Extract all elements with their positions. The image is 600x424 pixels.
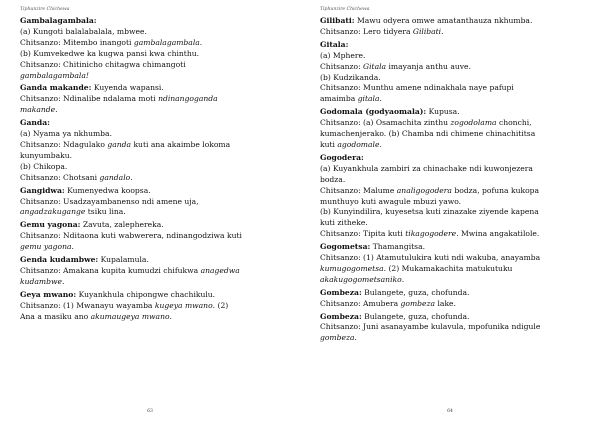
text-segment: Chitsanzo: Chotsani (20, 172, 100, 182)
text-segment: Chitsanzo: Tipita kuti (320, 229, 406, 239)
example-word: ganda (107, 139, 132, 149)
text-segment: . (354, 333, 357, 343)
text-segment: Chitsanzo: Malume (320, 185, 397, 195)
text-segment: . (71, 242, 74, 252)
dictionary-entry (320, 107, 586, 151)
text-segment: . (379, 94, 382, 104)
entry-line (20, 312, 288, 323)
entry-line (320, 322, 586, 333)
text-segment: bodza, pofuna kukopa (451, 185, 540, 195)
entry-line (20, 266, 288, 277)
text-segment: Chitsanzo: Munthu amene ndinakhala naye pafupi (320, 83, 514, 93)
text-segment: . (130, 172, 133, 182)
text-segment: imayanja anthu auve. (386, 61, 471, 71)
example-word: angadzakugange (20, 207, 86, 217)
entry-line (20, 129, 288, 140)
text-segment: Chitsanzo: Ndinalibe ndalama moti (20, 94, 159, 104)
headword: Gombeza: (320, 311, 362, 321)
entry-line (320, 118, 586, 129)
dictionary-entry (20, 16, 288, 81)
text-segment: (a) Kungoti balalabalala, mbwee. (20, 26, 147, 36)
headword: Geya mwano: (20, 289, 77, 299)
text-segment: Chitsanzo: (a) Osamachita zinthu (320, 118, 451, 128)
dictionary-entry (320, 40, 586, 105)
text-segment: . (441, 26, 444, 36)
entry-line (320, 27, 586, 38)
headword: Gangidwa: (20, 185, 65, 195)
entry-line (20, 94, 288, 105)
entry-headline (20, 186, 288, 197)
headword: Gambalagambala: (20, 16, 97, 25)
entry-line (320, 94, 586, 105)
text-segment: Chitsanzo: Mitembo inangoti (20, 37, 134, 47)
example-word: gombeza (400, 298, 436, 308)
text-segment: Chitsanzo: Nditaona kuti wabwerera, ndinangodziwa kuti (20, 231, 242, 241)
page-number: 63 (147, 409, 153, 414)
example-word: kudambwe (20, 276, 62, 286)
example-word: kumugogometsa (320, 263, 384, 273)
entry-line (320, 253, 586, 264)
example-word: gandalo (99, 172, 131, 182)
entry-line (20, 277, 288, 288)
text-segment: Chitsanzo: (320, 61, 364, 71)
headword: Gogodera: (320, 152, 364, 162)
dictionary-entry (320, 242, 586, 286)
text-segment: kuti zitheke. (320, 218, 368, 228)
definition: Bulangete, guza, chofunda. (361, 287, 470, 297)
text-segment: (b) Kumvekedwe ka kugwa pansi kwa chinthu. (20, 48, 200, 58)
example-word: gitala (357, 94, 380, 104)
text-segment: (a) Kuyankhula zambiri za chinachake ndi kuwonjezera (320, 163, 533, 173)
text-segment: . (379, 139, 382, 149)
text-segment: kuti (320, 139, 338, 149)
dictionary-entry (320, 153, 586, 240)
entry-line (320, 229, 586, 240)
entry-line (320, 164, 586, 175)
page-number: 64 (447, 409, 453, 414)
dictionary-entry (20, 220, 288, 253)
entry-line (320, 264, 586, 275)
example-word: akumaugeya mwano (90, 311, 170, 321)
headword: Gilibati: (320, 16, 355, 25)
text-segment: . (55, 105, 58, 115)
text-segment: (a) Mphere. (320, 50, 366, 60)
entry-line (20, 197, 288, 208)
text-segment: (b) Chikopa. (20, 161, 68, 171)
definition: Kupalamula. (98, 255, 149, 265)
headword: Godomala (godyaomala): (320, 107, 427, 117)
entry-line (320, 275, 586, 286)
headword: Ganda makande: (20, 83, 92, 93)
entry-line (320, 207, 586, 218)
example-word: makande (20, 105, 56, 115)
example-word: ndinangoganda (158, 94, 218, 104)
entry-line (20, 151, 288, 162)
headword: Gombeza: (320, 287, 362, 297)
entry-headline (20, 118, 288, 129)
definition: Kuyankhula chipongwe chachikulu. (76, 289, 216, 299)
entry-headline (20, 220, 288, 231)
text-segment: Chitsanzo: Chitinicho chitagwa chimangoti (20, 59, 186, 69)
entry-line (20, 162, 288, 173)
entry-headline (320, 288, 586, 299)
text-segment: . (401, 274, 405, 284)
text-segment: munthuyo kuti awagule mbuzi yawo. (320, 196, 462, 206)
right-page (300, 0, 600, 424)
text-segment: . (61, 276, 65, 286)
text-segment: tsiku lina. (85, 207, 126, 217)
headword: Gitala: (320, 39, 349, 49)
entry-line (320, 218, 586, 229)
text-segment: kuti ana akaimbe lokoma (131, 139, 231, 149)
text-segment: (b) Kudzikanda. (320, 72, 381, 82)
entry-line (20, 60, 288, 71)
dictionary-entry (320, 312, 586, 345)
text-segment: Chitsanzo: Amubera (320, 298, 401, 308)
dictionary-entry (320, 16, 586, 38)
entry-line (20, 105, 288, 116)
dictionary-entry (20, 118, 288, 183)
entry-line (20, 173, 288, 184)
definition: Mawu odyera omwe amatanthauza nkhumba. (354, 16, 533, 25)
page-header: Tiphunzire Chichewa (320, 7, 370, 12)
definition: Kumenyedwa koopsa. (64, 185, 151, 195)
text-segment: . (169, 311, 172, 321)
dictionary-entry (320, 288, 586, 310)
entry-line (320, 186, 586, 197)
entry-line (320, 62, 586, 73)
definition: Kupusa. (426, 107, 460, 117)
example-word: Gilibati (412, 26, 442, 36)
example-word: agodomale (337, 139, 380, 149)
entry-line (20, 27, 288, 38)
entry-headline (320, 242, 586, 253)
text-segment: (a) Nyama ya nkhumba. (20, 129, 112, 139)
text-segment: kumachenjerako. (b) Chamba ndi chimene chinachititsa (320, 129, 536, 139)
example-word: akakugogometsaniko (320, 274, 402, 284)
example-word: gambalagambala (133, 37, 200, 47)
entry-line (320, 197, 586, 208)
text-segment: chonchi, (496, 118, 532, 128)
entry-headline (20, 16, 288, 27)
definition: Bulangete, guza, chofunda. (361, 311, 470, 321)
entry-line (20, 207, 288, 218)
entry-line (20, 71, 288, 82)
entry-line (320, 73, 586, 84)
definition: Zavuta, zalephereka. (80, 220, 164, 230)
text-segment: Chitsanzo: Usadzayambanenso ndi amene uja, (20, 196, 199, 206)
entry-line (320, 51, 586, 62)
example-word: Gitala (363, 61, 387, 71)
text-segment: . (2) Mukamakachita matukutuku (383, 263, 513, 273)
text-segment: Chitsanzo: Juni asanayambe kulavula, mpofunika ndigule (320, 322, 541, 332)
text-segment: kunyumbaku. (20, 150, 73, 160)
entry-line (20, 301, 288, 312)
entry-line (20, 242, 288, 253)
entry-headline (20, 290, 288, 301)
entry-line (320, 175, 586, 186)
headword: Gemu yagona: (20, 220, 81, 230)
entry-line (20, 140, 288, 151)
example-word: tikagogodere (405, 229, 457, 239)
example-word: analigogodera (396, 185, 452, 195)
entry-list (320, 16, 586, 344)
entry-list (20, 16, 288, 322)
example-word: gombeza (320, 333, 355, 343)
entry-line (320, 129, 586, 140)
text-segment: Chitsanzo: Ndagulako (20, 139, 108, 149)
example-word: kugeya mwano (154, 300, 213, 310)
text-segment: lake. (435, 298, 456, 308)
text-segment: . (199, 37, 203, 47)
text-segment: Ana a masiku ano (20, 311, 91, 321)
dictionary-entry (20, 186, 288, 219)
text-segment: . Mwina angakatilole. (456, 229, 540, 239)
entry-line (320, 83, 586, 94)
entry-line (320, 299, 586, 310)
text-segment: . (2) (212, 300, 229, 310)
example-word: gemu yagona (20, 242, 72, 252)
dictionary-entry (20, 255, 288, 288)
entry-line (320, 140, 586, 151)
dictionary-entry (20, 290, 288, 323)
dictionary-entry (20, 83, 288, 116)
entry-headline (320, 40, 586, 51)
entry-line (320, 333, 586, 344)
definition: Kuyenda wapansi. (91, 83, 164, 93)
entry-headline (20, 255, 288, 266)
entry-line (20, 49, 288, 60)
text-segment: Chitsanzo: (1) Mwanayu wayamba (20, 300, 155, 310)
page-header: Tiphunzire Chichewa (20, 7, 70, 12)
entry-headline (320, 107, 586, 118)
headword: Gogometsa: (320, 242, 371, 252)
headword: Ganda: (20, 118, 50, 128)
text-segment: Chitsanzo: Lero tidyera (320, 26, 413, 36)
headword: Genda kudambwe: (20, 255, 99, 265)
entry-line (20, 231, 288, 242)
entry-headline (20, 83, 288, 94)
example-word: anagedwa (200, 265, 240, 275)
text-segment: amaimba (320, 94, 358, 104)
definition: Thamangitsa. (370, 242, 426, 252)
text-segment: bodza. (320, 174, 346, 184)
text-segment: (b) Kunyindilira, kuyesetsa kuti zinazake ziyende kapena (320, 207, 539, 217)
entry-headline (320, 16, 586, 27)
text-segment: Chitsanzo: Amakana kupita kumudzi chifukwa (20, 265, 201, 275)
entry-headline (320, 312, 586, 323)
example-word: gambalagambala! (20, 70, 89, 80)
text-segment: Chitsanzo: (1) Atamutulukira kuti ndi wakuba, anayamba (320, 253, 541, 263)
entry-line (20, 38, 288, 49)
entry-headline (320, 153, 586, 164)
example-word: zogodolama (450, 118, 497, 128)
